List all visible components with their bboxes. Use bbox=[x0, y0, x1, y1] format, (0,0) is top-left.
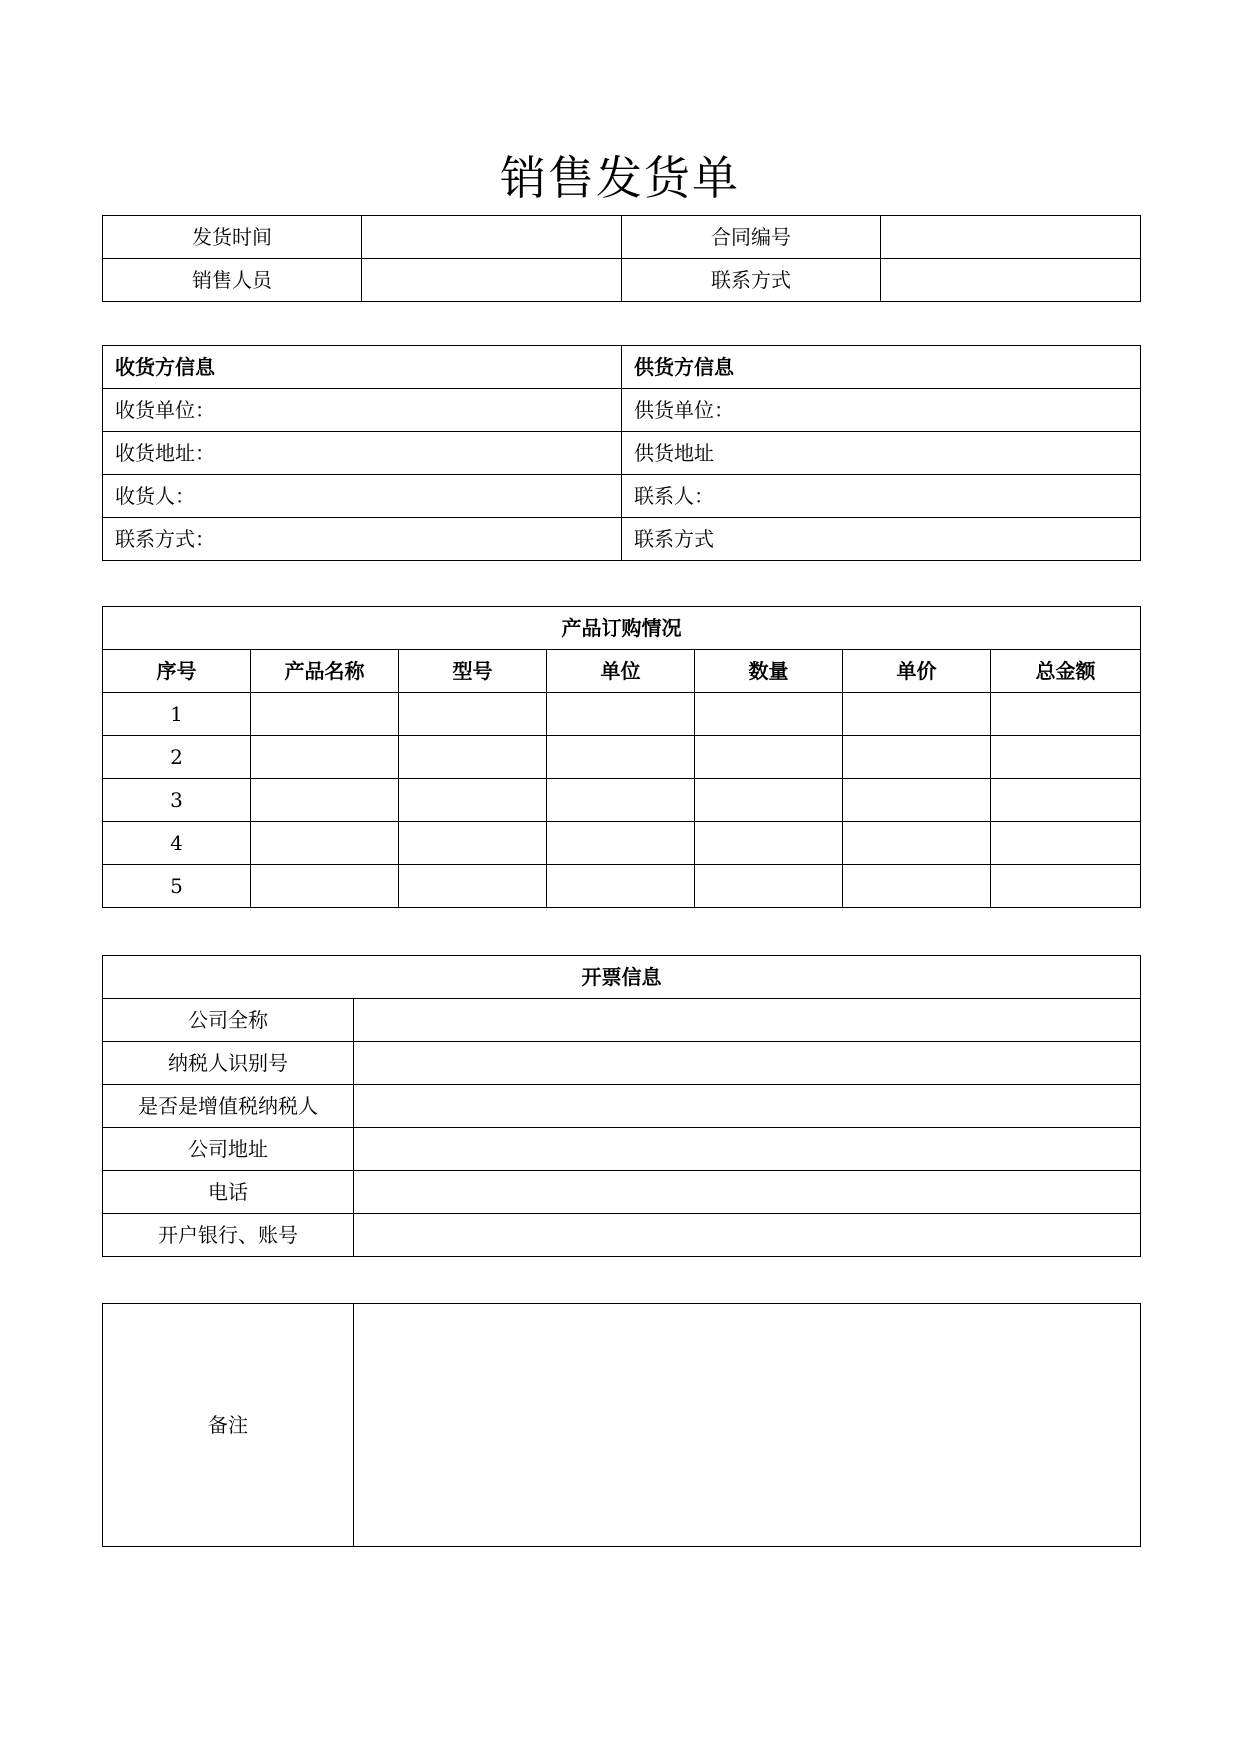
supplier-address-field[interactable]: 供货地址 bbox=[622, 432, 1141, 475]
product-order-table bbox=[102, 606, 1141, 908]
cell-unit-price[interactable] bbox=[843, 736, 991, 779]
contract-no-label: 合同编号 bbox=[622, 216, 881, 259]
row-index: 5 bbox=[103, 865, 251, 908]
table-row bbox=[103, 693, 1141, 736]
bank-account-label: 开户银行、账号 bbox=[103, 1214, 354, 1257]
cell-unit-price[interactable] bbox=[843, 693, 991, 736]
parties-table bbox=[102, 345, 1141, 561]
cell-total[interactable] bbox=[991, 736, 1141, 779]
cell-quantity[interactable] bbox=[695, 693, 843, 736]
column-header-total: 总金额 bbox=[991, 650, 1141, 693]
cell-unit[interactable] bbox=[547, 779, 695, 822]
table-row bbox=[103, 865, 1141, 908]
cell-product-name[interactable] bbox=[251, 822, 399, 865]
cell-product-name[interactable] bbox=[251, 736, 399, 779]
cell-product-name[interactable] bbox=[251, 693, 399, 736]
contact-field[interactable] bbox=[881, 259, 1141, 302]
cell-product-name[interactable] bbox=[251, 779, 399, 822]
vat-taxpayer-field[interactable] bbox=[354, 1085, 1141, 1128]
receiver-unit-field[interactable]: 收货单位： bbox=[103, 389, 622, 432]
row-index: 2 bbox=[103, 736, 251, 779]
salesperson-field[interactable] bbox=[362, 259, 622, 302]
phone-label: 电话 bbox=[103, 1171, 354, 1214]
order-section-title: 产品订购情况 bbox=[103, 607, 1141, 650]
row-index: 3 bbox=[103, 779, 251, 822]
cell-quantity[interactable] bbox=[695, 779, 843, 822]
shipment-header-table bbox=[102, 215, 1141, 302]
cell-unit[interactable] bbox=[547, 822, 695, 865]
table-row bbox=[103, 736, 1141, 779]
column-header-index: 序号 bbox=[103, 650, 251, 693]
phone-field[interactable] bbox=[354, 1171, 1141, 1214]
contact-label: 联系方式 bbox=[622, 259, 881, 302]
cell-model[interactable] bbox=[399, 736, 547, 779]
cell-model[interactable] bbox=[399, 822, 547, 865]
cell-unit-price[interactable] bbox=[843, 822, 991, 865]
contract-no-field[interactable] bbox=[881, 216, 1141, 259]
taxpayer-id-field[interactable] bbox=[354, 1042, 1141, 1085]
column-header-product-name: 产品名称 bbox=[251, 650, 399, 693]
ship-time-label: 发货时间 bbox=[103, 216, 362, 259]
company-name-label: 公司全称 bbox=[103, 999, 354, 1042]
column-header-unit-price: 单价 bbox=[843, 650, 991, 693]
cell-total[interactable] bbox=[991, 822, 1141, 865]
company-name-field[interactable] bbox=[354, 999, 1141, 1042]
cell-unit-price[interactable] bbox=[843, 779, 991, 822]
receiver-header: 收货方信息 bbox=[103, 346, 622, 389]
ship-time-field[interactable] bbox=[362, 216, 622, 259]
vat-taxpayer-label: 是否是增值税纳税人 bbox=[103, 1085, 354, 1128]
table-row bbox=[103, 822, 1141, 865]
cell-unit[interactable] bbox=[547, 693, 695, 736]
cell-total[interactable] bbox=[991, 693, 1141, 736]
taxpayer-id-label: 纳税人识别号 bbox=[103, 1042, 354, 1085]
table-row bbox=[103, 779, 1141, 822]
cell-product-name[interactable] bbox=[251, 865, 399, 908]
remarks-field[interactable] bbox=[354, 1304, 1141, 1547]
cell-model[interactable] bbox=[399, 865, 547, 908]
remarks-table bbox=[102, 1303, 1141, 1547]
company-address-label: 公司地址 bbox=[103, 1128, 354, 1171]
company-address-field[interactable] bbox=[354, 1128, 1141, 1171]
page-title: 销售发货单 bbox=[500, 151, 740, 205]
cell-total[interactable] bbox=[991, 865, 1141, 908]
supplier-person-field[interactable]: 联系人： bbox=[622, 475, 1141, 518]
cell-unit-price[interactable] bbox=[843, 865, 991, 908]
supplier-unit-field[interactable]: 供货单位： bbox=[622, 389, 1141, 432]
cell-total[interactable] bbox=[991, 779, 1141, 822]
receiver-contact-field[interactable]: 联系方式： bbox=[103, 518, 622, 561]
column-header-quantity: 数量 bbox=[695, 650, 843, 693]
bank-account-field[interactable] bbox=[354, 1214, 1141, 1257]
supplier-contact-field[interactable]: 联系方式 bbox=[622, 518, 1141, 561]
salesperson-label: 销售人员 bbox=[103, 259, 362, 302]
cell-model[interactable] bbox=[399, 693, 547, 736]
column-header-unit: 单位 bbox=[547, 650, 695, 693]
cell-model[interactable] bbox=[399, 779, 547, 822]
cell-quantity[interactable] bbox=[695, 822, 843, 865]
invoice-table bbox=[102, 955, 1141, 1257]
cell-unit[interactable] bbox=[547, 865, 695, 908]
cell-quantity[interactable] bbox=[695, 865, 843, 908]
receiver-address-field[interactable]: 收货地址： bbox=[103, 432, 622, 475]
supplier-header: 供货方信息 bbox=[622, 346, 1141, 389]
cell-unit[interactable] bbox=[547, 736, 695, 779]
column-header-model: 型号 bbox=[399, 650, 547, 693]
cell-quantity[interactable] bbox=[695, 736, 843, 779]
remarks-label: 备注 bbox=[103, 1304, 354, 1547]
receiver-person-field[interactable]: 收货人： bbox=[103, 475, 622, 518]
row-index: 4 bbox=[103, 822, 251, 865]
row-index: 1 bbox=[103, 693, 251, 736]
invoice-section-title: 开票信息 bbox=[103, 956, 1141, 999]
